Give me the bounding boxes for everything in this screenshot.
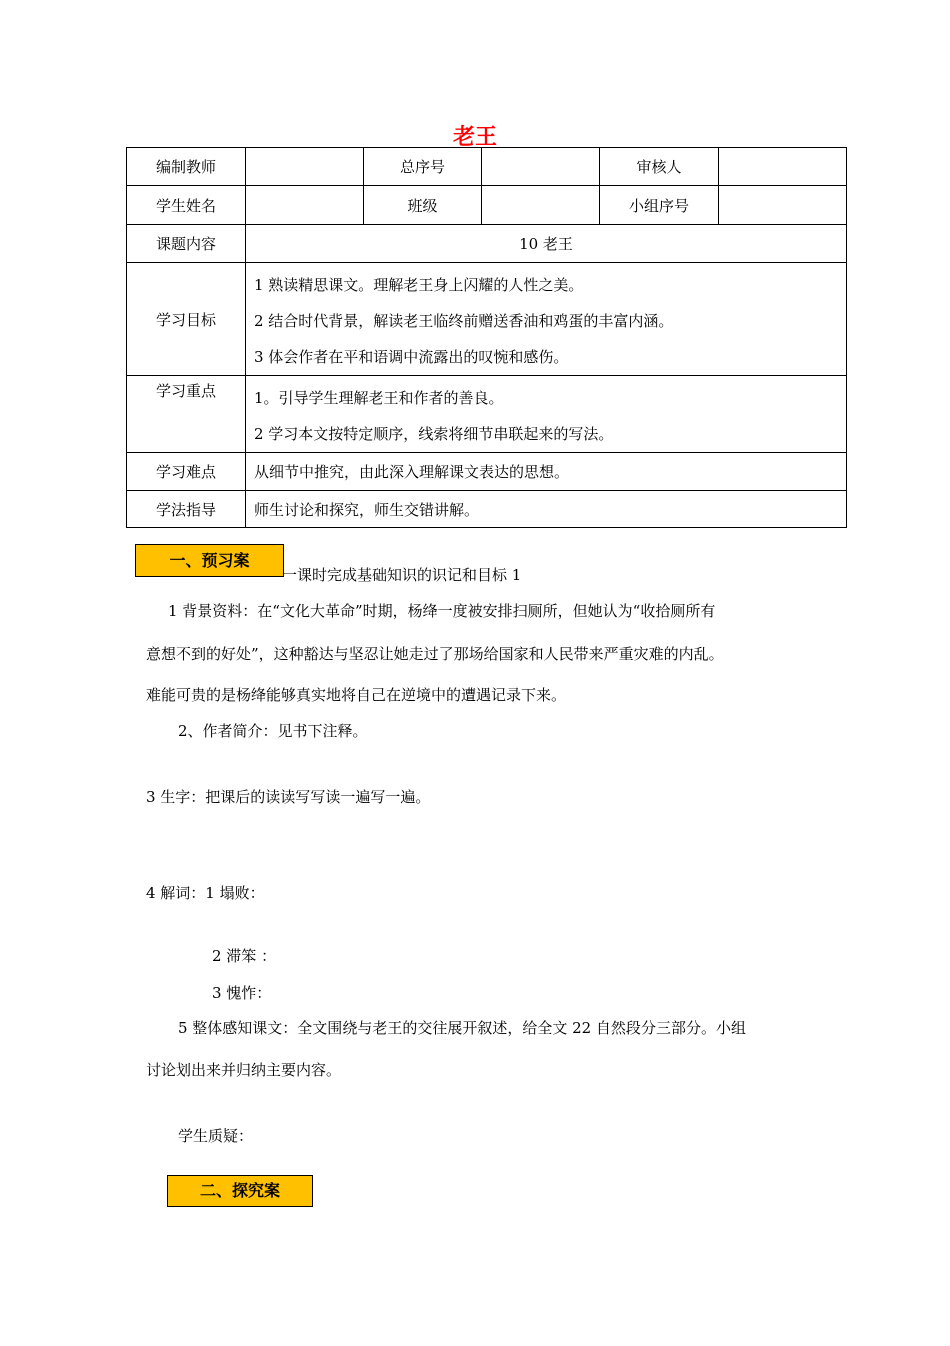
focus-list <box>246 376 847 453</box>
goal-item: 1 熟读精思课文。理解老王身上闪耀的人性之美。 <box>254 276 584 294</box>
label-difficulty: 学习难点 <box>127 453 246 491</box>
goal-item: 3 体会作者在平和语调中流露出的叹惋和感伤。 <box>254 348 569 366</box>
background-line: 难能可贵的是杨绛能够真实地将自己在逆境中的遭遇记录下来。 <box>146 686 567 704</box>
label-serial: 总序号 <box>364 148 482 186</box>
goals-list <box>246 263 847 376</box>
group-value <box>719 186 847 225</box>
table-row <box>127 186 847 225</box>
label-group: 小组序号 <box>600 186 719 225</box>
method-value: 师生讨论和探究，师生交错讲解。 <box>246 491 847 528</box>
words-line: 4 解词：1 塌败： <box>146 884 265 902</box>
info-table <box>126 147 847 528</box>
table-row <box>127 225 847 263</box>
table-row <box>127 148 847 186</box>
label-topic: 课题内容 <box>127 225 246 263</box>
class-value <box>482 186 600 225</box>
label-reviewer: 审核人 <box>600 148 719 186</box>
section-badge-explore: 二、探究案 <box>167 1175 313 1207</box>
word-item: 3 愧怍： <box>212 984 272 1002</box>
section-badge-preview: 一、预习案 <box>135 544 284 577</box>
overview-line: 讨论划出来并归纳主要内容。 <box>146 1061 342 1079</box>
label-teacher: 编制教师 <box>127 148 246 186</box>
goal-item: 2 结合时代背景，解读老王临终前赠送香油和鸡蛋的丰富内涵。 <box>254 312 674 330</box>
label-student: 学生姓名 <box>127 186 246 225</box>
student-value <box>246 186 364 225</box>
teacher-value <box>246 148 364 186</box>
label-goals: 学习目标 <box>127 263 246 376</box>
page-title: 老王 <box>452 125 497 150</box>
label-class: 班级 <box>364 186 482 225</box>
table-row <box>127 376 847 453</box>
author-line: 2、作者简介：见书下注释。 <box>178 722 368 740</box>
chars-line: 3 生字：把课后的读读写写读一遍写一遍。 <box>146 788 431 806</box>
table-row <box>127 491 847 528</box>
background-line: 1 背景资料：在“文化大革命”时期，杨绛一度被安排扫厕所，但她认为“收拾厕所有 <box>168 602 716 620</box>
table-row <box>127 453 847 491</box>
questions-line: 学生质疑： <box>178 1127 254 1145</box>
word-item: 2 滞笨 ： <box>212 947 277 965</box>
preview-note: 一课时完成基础知识的识记和目标 1 <box>282 566 522 584</box>
focus-item: 1。引导学生理解老王和作者的善良。 <box>254 389 504 407</box>
focus-item: 2 学习本文按特定顺序，线索将细节串联起来的写法。 <box>254 425 614 443</box>
table-row <box>127 263 847 376</box>
label-method: 学法指导 <box>127 491 246 528</box>
serial-value <box>482 148 600 186</box>
overview-line: 5 整体感知课文：全文围绕与老王的交往展开叙述，给全文 22 自然段分三部分。小组 <box>178 1019 746 1037</box>
reviewer-value <box>719 148 847 186</box>
topic-value: 10 老王 <box>246 225 847 263</box>
label-focus: 学习重点 <box>127 376 246 453</box>
background-line: 意想不到的好处”，这种豁达与坚忍让她走过了那场给国家和人民带来严重灾难的内乱。 <box>146 645 724 663</box>
difficulty-value: 从细节中推究，由此深入理解课文表达的思想。 <box>246 453 847 491</box>
